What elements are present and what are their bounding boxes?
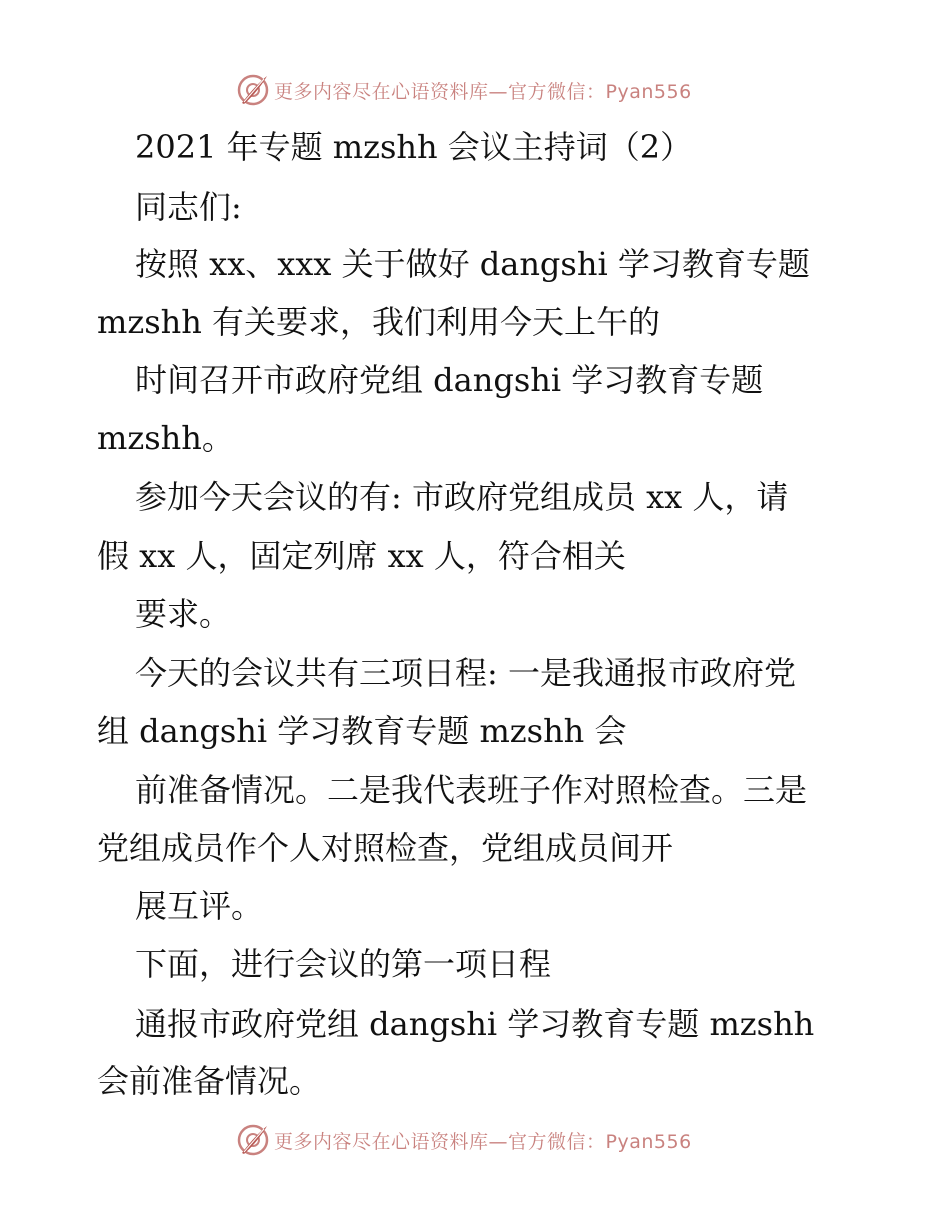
- body-line: mzshh。: [97, 419, 234, 457]
- footer-watermark-banner: [236, 1122, 692, 1158]
- body-line: 下面，进行会议的第一项日程: [135, 945, 552, 983]
- feather-logo-icon: [236, 73, 270, 107]
- body-line: mzshh 有关要求，我们利用今天上午的: [97, 303, 661, 341]
- footer-watermark-text: 更多内容尽在心语资料库—官方微信：Pyan556: [274, 1130, 692, 1153]
- header-watermark-banner: [236, 72, 692, 108]
- body-line: 党组成员作个人对照检查，党组成员间开: [97, 829, 674, 867]
- body-line: 时间召开市政府党组 dangshi 学习教育专题: [135, 361, 764, 399]
- body-line: 展互评。: [135, 887, 264, 925]
- body-line: 要求。: [135, 595, 232, 633]
- body-line: 会前准备情况。: [97, 1062, 322, 1100]
- header-watermark-text: 更多内容尽在心语资料库—官方微信：Pyan556: [274, 80, 692, 103]
- body-line: 假 xx 人，固定列席 xx 人，符合相关: [97, 537, 626, 575]
- document-title: 2021 年专题 mzshh 会议主持词（2）: [135, 128, 693, 166]
- feather-logo-icon: [236, 1123, 270, 1157]
- body-line: 今天的会议共有三项日程: 一是我通报市政府党: [135, 654, 796, 692]
- body-line: 组 dangshi 学习教育专题 mzshh 会: [97, 712, 627, 750]
- body-line: 参加今天会议的有: 市政府党组成员 xx 人，请: [135, 478, 789, 516]
- body-line: 按照 xx、xxx 关于做好 dangshi 学习教育专题: [135, 245, 810, 283]
- body-line: 通报市政府党组 dangshi 学习教育专题 mzshh: [135, 1005, 815, 1043]
- body-line: 前准备情况。二是我代表班子作对照检查。三是: [135, 771, 808, 809]
- salutation: 同志们:: [135, 188, 242, 226]
